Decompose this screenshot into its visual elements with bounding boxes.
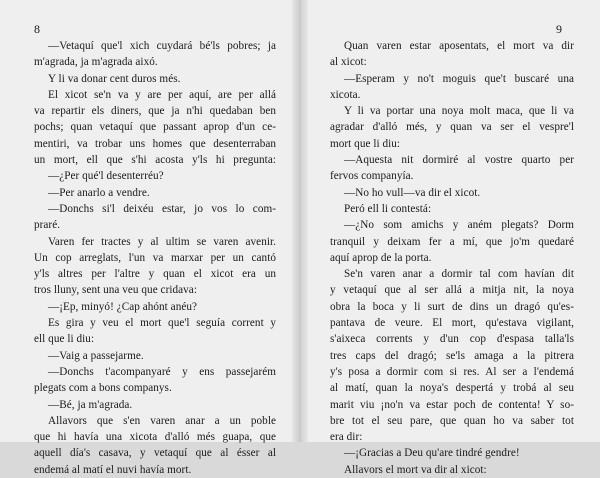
text-line: El xicot se'n va y are per aquí, are per allá — [48, 88, 276, 101]
text-line: praré. — [34, 219, 61, 232]
text-line: y's posa a dormir com si res. Al ser a l'endemá — [330, 365, 574, 378]
text-line: —Bé, ja m'agrada. — [48, 398, 133, 411]
text-line: —¡Ep, minyó! ¿Cap ahónt anéu? — [48, 300, 198, 313]
text-line: Allavors el mort va dir al xicot: — [344, 463, 487, 476]
text-line: marit viu ¡no'n va estar poch de contenta! Y so- — [330, 398, 574, 411]
text-line: agradar d'alló més, y quan va ser el vespre'l — [330, 121, 574, 134]
text-line: Y li va donar cent duros més. — [48, 72, 181, 85]
text-line: aquí aprop de la porta. — [330, 251, 432, 264]
text-line: y'ls altres per l'altre y quan el xicot era un — [34, 268, 276, 281]
text-line: Peró ell li contestá: — [344, 202, 432, 215]
text-line: endemá al matí el nuvi havía mort. — [34, 463, 192, 476]
right-page — [300, 0, 600, 476]
text-line: un mort, ell que s'hi acosta y'ls hi pregunta: — [34, 154, 276, 167]
text-line: Es gira y veu el mort que'l seguía corrent y — [48, 317, 276, 330]
page-text — [330, 38, 574, 478]
left-page — [0, 0, 300, 476]
text-line: pochs; quan vetaquí que passant aprop d'un ce- — [34, 121, 276, 134]
text-line: —Vetaquí que'l xich cuydará bé'ls pobres; ja — [48, 40, 276, 52]
text-line: —Aquesta nit dormiré al vostre quarto per — [344, 154, 574, 167]
text-line: —No ho vull—va dir el xicot. — [344, 186, 481, 199]
text-line: mentiri, va trobar uns homes que desenterraban — [34, 137, 276, 150]
text-line: y vetaquí que al ser allá a mitja nit, la noya — [330, 284, 574, 297]
text-line: Varen fer tractes y al ultim se varen avenir. — [48, 235, 276, 248]
book-gutter — [292, 0, 308, 442]
text-line: —¡Gracias a Deu qu'are tindré gendre! — [344, 447, 520, 460]
text-line: era dir: — [330, 431, 363, 444]
text-line: tros lluny, sent una veu que cridava: — [34, 284, 197, 297]
text-line: al xicot: — [330, 56, 367, 69]
text-line: fervos companyía. — [330, 170, 414, 183]
page-text — [34, 38, 276, 478]
text-line: —Vaig a passejarme. — [48, 349, 144, 362]
text-line: s'aixeca corrents y d'un cop d'espasa talla'ls — [330, 333, 574, 346]
text-line: Allavors que s'en varen anar a un poble — [48, 414, 276, 427]
text-line: obra la boca y li surt de dins un dragó qu'es- — [330, 300, 574, 313]
text-line: mort que li diu: — [330, 137, 401, 150]
text-line: va repartir els diners, que ja n'hi quedaban ben — [34, 105, 276, 118]
page-number: 9 — [556, 22, 562, 36]
page-number: 8 — [34, 22, 40, 36]
text-line: Un cop arreglats, l'un va marxar per un cantó — [34, 251, 276, 264]
text-line: Se'n varen anar a dormir tal com havían dit — [344, 268, 574, 281]
text-line: —¿No som amichs y aném plegats? Dorm — [344, 219, 574, 232]
text-line: —¿Per qué'l desenterréu? — [48, 170, 164, 183]
text-line: xicota. — [330, 88, 361, 101]
text-line: pantava de veure. El mort, qu'estava vigilant, — [330, 317, 574, 330]
text-line: ell que li diu: — [34, 333, 95, 346]
text-line: —Donchs si'l deixéu estar, jo vos lo com- — [48, 202, 276, 215]
text-line: aquell día's casava, y vetaquí que al ésser al — [34, 447, 276, 460]
text-line: m'agrada, ja m'agrada aixó. — [34, 56, 158, 69]
text-line: —Donchs t'acompanyaré y ens passejarém — [48, 365, 276, 378]
text-line: —Per anarlo a vendre. — [48, 186, 150, 199]
text-line: —Esperam y no't moguis que't buscaré una — [344, 72, 574, 85]
text-line: Quan varen estar aposentats, el mort va dir — [344, 40, 574, 52]
text-line: que hi havía una xicota d'alló més guapa, que — [34, 431, 276, 444]
text-line: tranquil y deixam fer a mí, que jo'm quedaré — [330, 235, 574, 248]
text-line: bre tot el seu pare, que quan ho va saber tot — [330, 414, 574, 427]
text-line: al matí, quan la noya's despertá y trobá al seu — [330, 382, 574, 395]
text-line: tres caps del dragó; se'ls amaga a la pitrera — [330, 349, 574, 362]
text-line: Y li va portar una noya molt maca, que li va — [344, 105, 574, 118]
text-line: plegats com a bons companys. — [34, 382, 172, 395]
